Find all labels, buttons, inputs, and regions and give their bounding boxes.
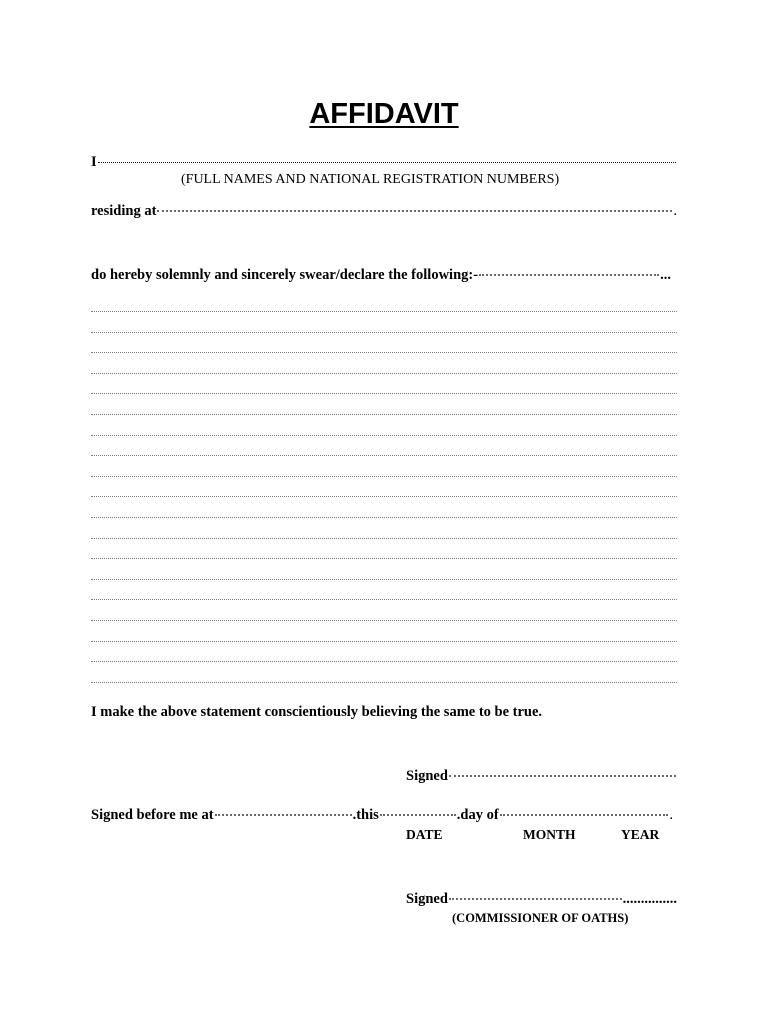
belief-statement: I make the above statement conscientiously believing the same to be true.: [91, 704, 543, 720]
commissioner-signed-label: Signed: [406, 891, 448, 907]
day-of-label: .day of: [456, 807, 499, 823]
residing-row: [91, 202, 677, 220]
statement-line[interactable]: [91, 517, 677, 518]
statement-line[interactable]: [91, 558, 677, 559]
residing-end-mark: .: [673, 203, 677, 219]
statement-line[interactable]: [91, 332, 677, 333]
statement-line[interactable]: [91, 476, 677, 477]
oath-row: [91, 266, 671, 284]
residing-label: residing at: [91, 203, 157, 219]
oath-tail: ...: [660, 267, 671, 283]
commissioner-signed-tail: ...............: [622, 891, 677, 907]
statement-line[interactable]: [91, 620, 677, 621]
commissioner-caption: (COMMISSIONER OF OATHS): [452, 911, 629, 925]
year-header: YEAR: [621, 827, 660, 842]
statement-line[interactable]: [91, 435, 677, 436]
deponent-signature-field[interactable]: [449, 774, 676, 777]
statement-line[interactable]: [91, 414, 677, 415]
residing-address-field[interactable]: [157, 209, 672, 212]
place-field[interactable]: [215, 813, 352, 816]
statement-line[interactable]: [91, 455, 677, 456]
commissioner-signature-field[interactable]: [449, 897, 622, 900]
statement-line[interactable]: [91, 641, 677, 642]
declarant-name-row: [91, 153, 677, 171]
statement-line[interactable]: [91, 538, 677, 539]
statement-line[interactable]: [91, 579, 677, 580]
month-year-field[interactable]: [500, 813, 669, 816]
commissioner-signature-row: [406, 890, 677, 908]
deponent-signature-row: [406, 767, 677, 785]
declarant-prefix: I: [91, 154, 97, 170]
day-field[interactable]: [380, 813, 456, 816]
statement-line[interactable]: [91, 599, 677, 600]
declarant-caption: (FULL NAMES AND NATIONAL REGISTRATION NUMBERS): [181, 172, 560, 187]
oath-field[interactable]: [479, 273, 659, 276]
statement-line[interactable]: [91, 373, 677, 374]
signed-before-label: Signed before me at: [91, 807, 214, 823]
statement-line[interactable]: [91, 496, 677, 497]
commissioner-end-mark: .: [669, 807, 673, 823]
statement-line[interactable]: [91, 352, 677, 353]
statement-line[interactable]: [91, 393, 677, 394]
this-label: .this: [352, 807, 379, 823]
statement-line[interactable]: [91, 311, 677, 312]
oath-label: do hereby solemnly and sincerely swear/declare the following:-: [91, 267, 479, 283]
date-header: DATE: [406, 827, 443, 842]
declarant-name-field[interactable]: [98, 161, 676, 163]
statement-line[interactable]: [91, 682, 677, 683]
deponent-signed-label: Signed: [406, 768, 448, 784]
document-title: AFFIDAVIT: [309, 98, 459, 130]
statement-line[interactable]: [91, 661, 677, 662]
month-header: MONTH: [523, 827, 576, 842]
commissioner-row: [91, 806, 673, 824]
